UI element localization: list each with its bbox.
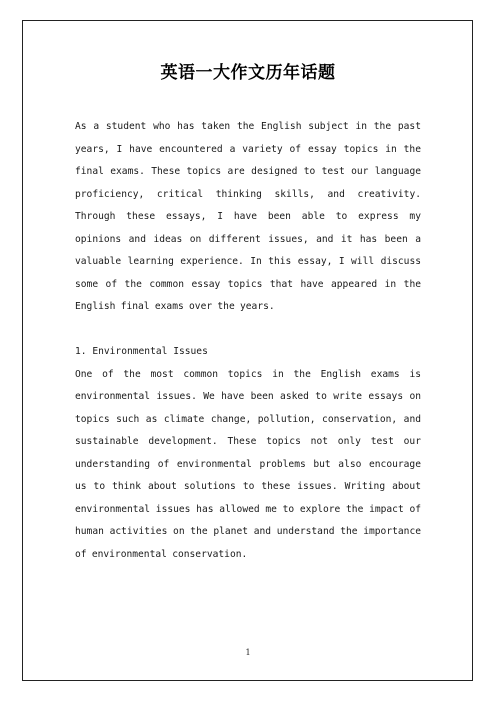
section-heading: 1. Environmental Issues	[75, 346, 208, 357]
section-paragraph: One of the most common topics in the English exams is environmental issues. We have been asked to write essays on topics such as climate change, pollution, conservation, and sustainable development. These topics not only test our understanding of environmental problems but also encourage us to think about solutions to these issues. Writing about environmental issues has allowed me to explore the impact of human activities on the planet and understand the importance of environmental conservation.	[75, 368, 421, 560]
page-number: 1	[245, 648, 251, 657]
document-body	[75, 116, 421, 566]
intro-paragraph: As a student who has taken the English subject in the past years, I have encountered a variety of essay topics in the final exams. These topics are designed to test our language proficiency, critical thinking skills, and creativity. Through these essays, I have been able to express my opinions and ideas on different issues, and it has been a valuable learning experience. In this essay, I will discuss some of the common essay topics that have appeared in the English final exams over the years.	[75, 121, 421, 312]
document-title: 英语一大作文历年话题	[160, 63, 336, 83]
paragraph-gap	[75, 319, 421, 342]
